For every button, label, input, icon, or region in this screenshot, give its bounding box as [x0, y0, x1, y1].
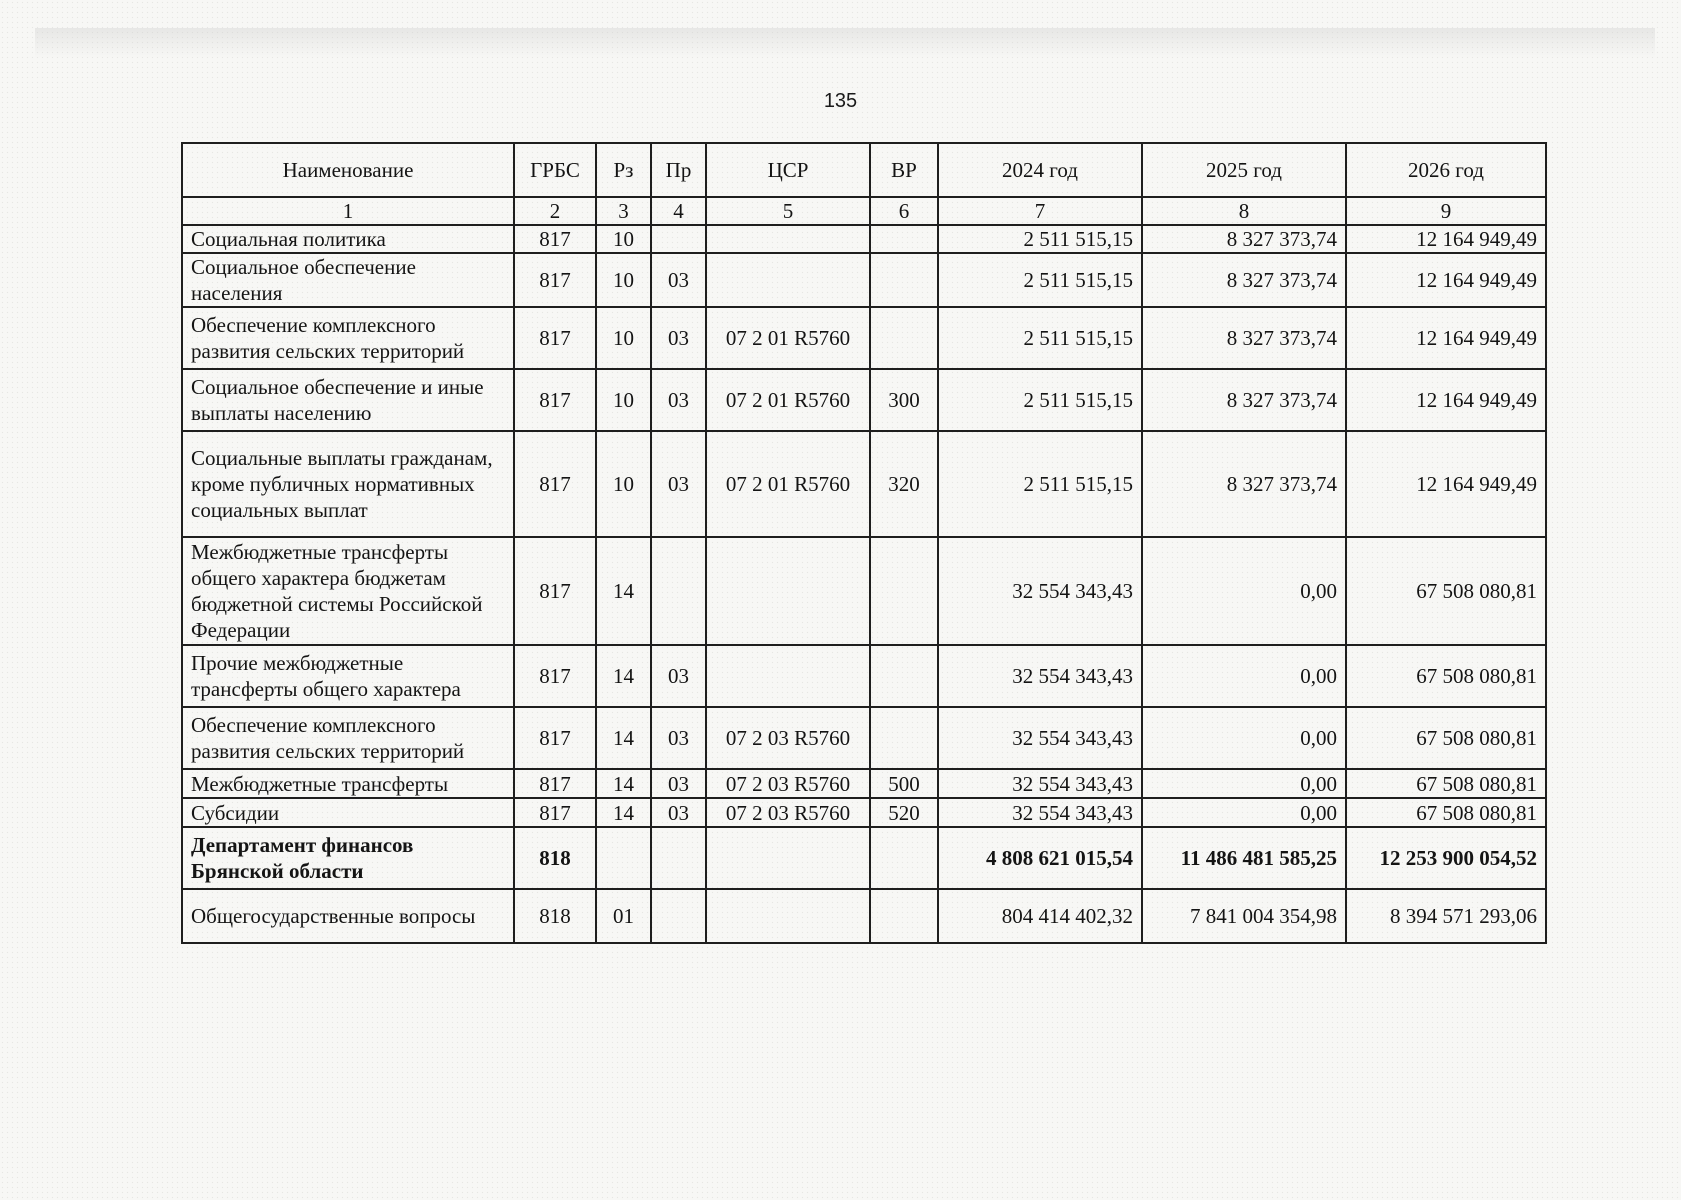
row-grbs: 818 — [514, 827, 596, 889]
row-2026: 67 508 080,81 — [1346, 537, 1546, 645]
row-2026: 12 164 949,49 — [1346, 369, 1546, 431]
row-2024: 32 554 343,43 — [938, 537, 1142, 645]
row-vr — [870, 253, 938, 307]
header-2026: 2026 год — [1346, 143, 1546, 197]
row-2024: 2 511 515,15 — [938, 253, 1142, 307]
row-csr: 07 2 03 R5760 — [706, 798, 870, 827]
row-2024: 32 554 343,43 — [938, 707, 1142, 769]
row-csr: 07 2 01 R5760 — [706, 431, 870, 537]
row-2025: 8 327 373,74 — [1142, 225, 1346, 253]
row-rz: 10 — [596, 253, 651, 307]
row-grbs: 817 — [514, 707, 596, 769]
row-name: Обеспечение комплексного развития сельских территорий — [182, 707, 514, 769]
row-vr — [870, 645, 938, 707]
row-csr — [706, 253, 870, 307]
table-row — [182, 307, 1546, 369]
header-csr: ЦСР — [706, 143, 870, 197]
header-2025: 2025 год — [1142, 143, 1346, 197]
row-rz: 14 — [596, 769, 651, 798]
scan-edge-shadow — [35, 28, 1655, 58]
row-2024: 32 554 343,43 — [938, 798, 1142, 827]
row-2024: 2 511 515,15 — [938, 431, 1142, 537]
row-grbs: 817 — [514, 369, 596, 431]
row-vr: 500 — [870, 769, 938, 798]
row-name: Субсидии — [182, 798, 514, 827]
row-pr: 03 — [651, 369, 706, 431]
row-grbs: 817 — [514, 798, 596, 827]
row-grbs: 817 — [514, 307, 596, 369]
column-number: 3 — [596, 197, 651, 225]
row-2025: 0,00 — [1142, 769, 1346, 798]
row-name: Обеспечение комплексного развития сельских территорий — [182, 307, 514, 369]
row-vr — [870, 225, 938, 253]
row-pr: 03 — [651, 798, 706, 827]
row-2025: 11 486 481 585,25 — [1142, 827, 1346, 889]
row-vr — [870, 827, 938, 889]
row-2024: 2 511 515,15 — [938, 369, 1142, 431]
row-pr: 03 — [651, 253, 706, 307]
row-rz: 10 — [596, 369, 651, 431]
table-row — [182, 798, 1546, 827]
row-pr: 03 — [651, 769, 706, 798]
table-body — [182, 225, 1546, 943]
column-number-row — [182, 197, 1546, 225]
row-csr: 07 2 03 R5760 — [706, 707, 870, 769]
row-name: Прочие межбюджетные трансферты общего характера — [182, 645, 514, 707]
row-rz: 10 — [596, 307, 651, 369]
row-vr — [870, 707, 938, 769]
row-2026: 12 164 949,49 — [1346, 431, 1546, 537]
row-name: Социальное обеспечение и иные выплаты населению — [182, 369, 514, 431]
column-number: 9 — [1346, 197, 1546, 225]
header-pr: Пр — [651, 143, 706, 197]
column-number: 1 — [182, 197, 514, 225]
row-pr — [651, 537, 706, 645]
header-grbs: ГРБС — [514, 143, 596, 197]
row-grbs: 817 — [514, 769, 596, 798]
row-2025: 8 327 373,74 — [1142, 307, 1346, 369]
row-rz: 14 — [596, 645, 651, 707]
row-vr — [870, 889, 938, 943]
table-header-row — [182, 143, 1546, 197]
column-number: 2 — [514, 197, 596, 225]
row-2026: 12 164 949,49 — [1346, 307, 1546, 369]
header-vr: ВР — [870, 143, 938, 197]
row-2025: 0,00 — [1142, 645, 1346, 707]
row-2026: 67 508 080,81 — [1346, 707, 1546, 769]
row-csr — [706, 645, 870, 707]
row-csr — [706, 889, 870, 943]
budget-table — [181, 142, 1547, 944]
row-rz: 10 — [596, 225, 651, 253]
row-pr: 03 — [651, 307, 706, 369]
table-row — [182, 431, 1546, 537]
row-csr — [706, 537, 870, 645]
table-row — [182, 889, 1546, 943]
column-number: 7 — [938, 197, 1142, 225]
row-rz: 14 — [596, 798, 651, 827]
table-row — [182, 537, 1546, 645]
row-rz: 10 — [596, 431, 651, 537]
row-pr: 03 — [651, 431, 706, 537]
table-row — [182, 769, 1546, 798]
row-2025: 0,00 — [1142, 537, 1346, 645]
row-2024: 32 554 343,43 — [938, 769, 1142, 798]
row-2025: 7 841 004 354,98 — [1142, 889, 1346, 943]
page-number: 135 — [823, 90, 858, 112]
row-csr — [706, 225, 870, 253]
row-name: Межбюджетные трансферты общего характера бюджетам бюджетной системы Российской Федерации — [182, 537, 514, 645]
row-pr: 03 — [651, 707, 706, 769]
row-name: Социальное обеспечение населения — [182, 253, 514, 307]
column-number: 6 — [870, 197, 938, 225]
table-row — [182, 253, 1546, 307]
header-2024: 2024 год — [938, 143, 1142, 197]
row-name: Межбюджетные трансферты — [182, 769, 514, 798]
row-vr: 320 — [870, 431, 938, 537]
row-2026: 67 508 080,81 — [1346, 645, 1546, 707]
row-2024: 2 511 515,15 — [938, 225, 1142, 253]
row-2024: 804 414 402,32 — [938, 889, 1142, 943]
row-vr — [870, 307, 938, 369]
row-name: Департамент финансов Брянской области — [182, 827, 514, 889]
table-row — [182, 827, 1546, 889]
row-grbs: 817 — [514, 537, 596, 645]
table-row — [182, 645, 1546, 707]
row-grbs: 817 — [514, 645, 596, 707]
row-pr — [651, 827, 706, 889]
row-grbs: 817 — [514, 431, 596, 537]
row-2024: 4 808 621 015,54 — [938, 827, 1142, 889]
row-2025: 8 327 373,74 — [1142, 253, 1346, 307]
row-rz: 14 — [596, 537, 651, 645]
column-number: 8 — [1142, 197, 1346, 225]
row-pr: 03 — [651, 645, 706, 707]
table-row — [182, 369, 1546, 431]
row-2026: 12 164 949,49 — [1346, 253, 1546, 307]
column-number: 4 — [651, 197, 706, 225]
row-rz: 14 — [596, 707, 651, 769]
row-name: Социальные выплаты гражданам, кроме публичных нормативных социальных выплат — [182, 431, 514, 537]
row-2026: 12 164 949,49 — [1346, 225, 1546, 253]
row-rz — [596, 827, 651, 889]
row-2026: 12 253 900 054,52 — [1346, 827, 1546, 889]
row-2024: 2 511 515,15 — [938, 307, 1142, 369]
row-csr: 07 2 03 R5760 — [706, 769, 870, 798]
row-grbs: 817 — [514, 253, 596, 307]
header-name: Наименование — [182, 143, 514, 197]
row-2026: 67 508 080,81 — [1346, 769, 1546, 798]
row-csr — [706, 827, 870, 889]
row-2026: 67 508 080,81 — [1346, 798, 1546, 827]
row-vr — [870, 537, 938, 645]
column-number: 5 — [706, 197, 870, 225]
header-rz: Рз — [596, 143, 651, 197]
row-2024: 32 554 343,43 — [938, 645, 1142, 707]
row-2025: 8 327 373,74 — [1142, 369, 1346, 431]
row-pr — [651, 225, 706, 253]
row-vr: 300 — [870, 369, 938, 431]
row-csr: 07 2 01 R5760 — [706, 307, 870, 369]
row-2025: 8 327 373,74 — [1142, 431, 1346, 537]
row-vr: 520 — [870, 798, 938, 827]
row-name: Общегосударственные вопросы — [182, 889, 514, 943]
row-name: Социальная политика — [182, 225, 514, 253]
row-2026: 8 394 571 293,06 — [1346, 889, 1546, 943]
row-pr — [651, 889, 706, 943]
row-2025: 0,00 — [1142, 798, 1346, 827]
row-rz: 01 — [596, 889, 651, 943]
table-row — [182, 707, 1546, 769]
row-grbs: 817 — [514, 225, 596, 253]
table-row — [182, 225, 1546, 253]
row-2025: 0,00 — [1142, 707, 1346, 769]
row-grbs: 818 — [514, 889, 596, 943]
row-csr: 07 2 01 R5760 — [706, 369, 870, 431]
